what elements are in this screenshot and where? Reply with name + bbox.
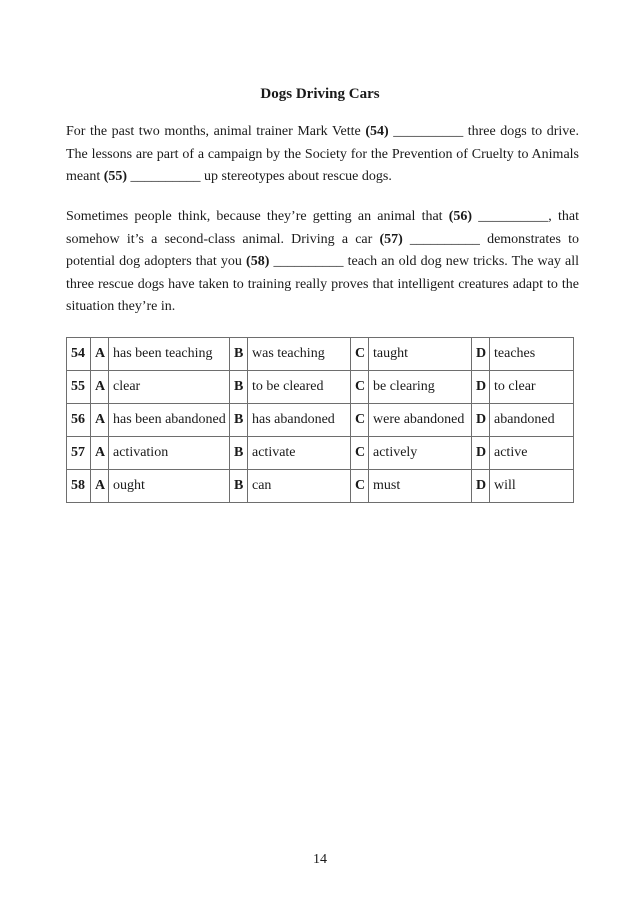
question-number: 58: [67, 470, 91, 503]
document-title: Dogs Driving Cars: [260, 86, 380, 102]
question-row: [67, 371, 574, 404]
option-text: activate: [248, 437, 351, 470]
option-text: has been teaching: [109, 338, 230, 371]
option-letter: D: [472, 371, 490, 404]
option-letter: B: [230, 371, 248, 404]
option-text: taught: [369, 338, 472, 371]
option-text: will: [490, 470, 574, 503]
text-segment: __________ teach an old dog new tricks. The way all three rescue dogs have taken to training really proves that intelligent creatures adapt to the situation they’re in.: [66, 254, 579, 314]
question-row: [67, 470, 574, 503]
option-text: be clearing: [369, 371, 472, 404]
option-text: activation: [109, 437, 230, 470]
gap-number-55: (55): [103, 169, 128, 184]
option-text: must: [369, 470, 472, 503]
text-segment: __________ three dogs to drive. The lessons are part of a campaign by the Society for the Prevention of Cruelty to Animals meant: [66, 124, 580, 184]
option-letter: C: [351, 470, 369, 503]
option-text: can: [248, 470, 351, 503]
option-letter: A: [91, 371, 109, 404]
option-letter: B: [230, 404, 248, 437]
option-text: actively: [369, 437, 472, 470]
option-text: active: [490, 437, 574, 470]
option-letter: B: [230, 338, 248, 371]
question-number: 55: [67, 371, 91, 404]
page-number: 14: [313, 852, 327, 867]
option-letter: B: [230, 470, 248, 503]
question-row: [67, 437, 574, 470]
text-segment: For the past two months, animal trainer Mark Vette: [66, 124, 366, 139]
question-number: 54: [67, 338, 91, 371]
question-row: [67, 338, 574, 371]
option-text: has abandoned: [248, 404, 351, 437]
option-text: abandoned: [490, 404, 574, 437]
text-segment: Sometimes people think, because they’re getting an animal that: [66, 209, 449, 224]
option-text: has been abandoned: [109, 404, 230, 437]
option-letter: C: [351, 404, 369, 437]
option-letter: D: [472, 470, 490, 503]
option-text: was teaching: [248, 338, 351, 371]
option-text: ought: [109, 470, 230, 503]
option-letter: D: [472, 437, 490, 470]
option-text: clear: [109, 371, 230, 404]
option-letter: A: [91, 404, 109, 437]
option-letter: A: [91, 470, 109, 503]
gap-number-56: (56): [448, 209, 473, 224]
option-letter: D: [472, 338, 490, 371]
paragraph-2: [66, 206, 579, 319]
answer-options-table: [66, 337, 574, 503]
text-segment: __________, that somehow it’s a second-class animal. Driving a car: [66, 209, 579, 247]
gap-number-58: (58): [246, 254, 270, 269]
option-letter: A: [91, 338, 109, 371]
paragraph-1: [66, 121, 579, 189]
question-row: [67, 404, 574, 437]
question-number: 56: [67, 404, 91, 437]
text-segment: __________ demonstrates to potential dog adopters that you: [66, 231, 579, 269]
option-letter: A: [91, 437, 109, 470]
option-text: to clear: [490, 371, 574, 404]
option-letter: D: [472, 404, 490, 437]
option-letter: B: [230, 437, 248, 470]
option-text: to be cleared: [248, 371, 351, 404]
question-number: 57: [67, 437, 91, 470]
text-segment: __________ up stereotypes about rescue dogs.: [127, 169, 392, 184]
option-letter: C: [351, 338, 369, 371]
gap-number-54: (54): [365, 124, 389, 139]
option-text: were abandoned: [369, 404, 472, 437]
option-letter: C: [351, 371, 369, 404]
gap-number-57: (57): [379, 231, 403, 247]
option-letter: C: [351, 437, 369, 470]
option-text: teaches: [490, 338, 574, 371]
